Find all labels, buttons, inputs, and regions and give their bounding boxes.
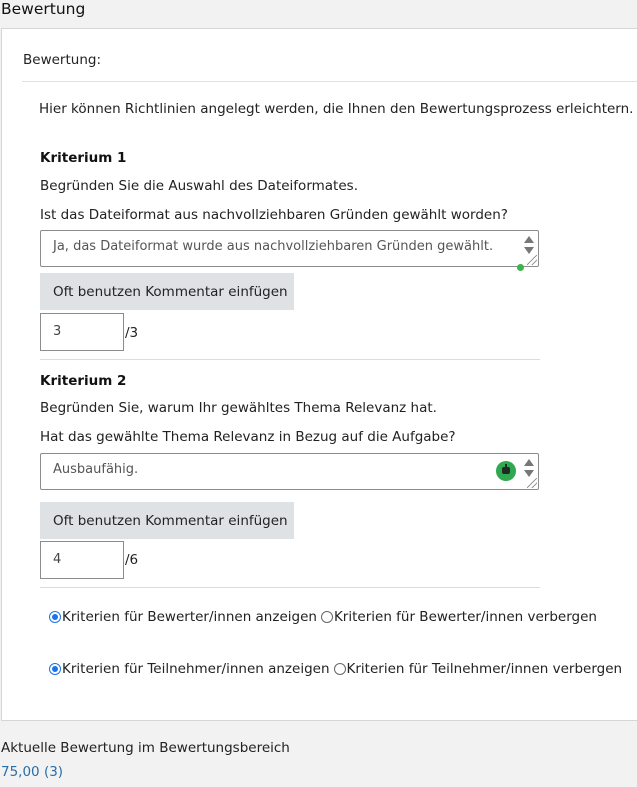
insert-frequent-comment-button[interactable]: Oft benutzen Kommentar einfügen [40, 502, 294, 539]
criterion-2 [40, 372, 540, 568]
status-dot-icon [517, 264, 524, 271]
comment-textarea[interactable] [40, 453, 539, 490]
current-grade-link[interactable]: 75,00 (3) [1, 764, 64, 780]
comment-textarea[interactable] [40, 230, 539, 267]
criterion-description: Begründen Sie, warum Ihr gewähltes Thema Relevanz hat. [40, 400, 437, 416]
participant-hide-label[interactable]: Kriterien für Teilnehmer/innen verbergen [346, 661, 623, 677]
participant-hide-radio[interactable] [334, 663, 346, 675]
grader-show-label[interactable]: Kriterien für Bewerter/innen anzeigen [62, 609, 317, 625]
assistant-bot-icon[interactable] [496, 461, 516, 481]
grader-hide-radio[interactable] [321, 611, 333, 623]
criterion-title: Kriterium 1 [40, 150, 127, 166]
criterion-divider [40, 359, 540, 360]
criterion-question: Ist das Dateiformat aus nachvollziehbaren Gründen gewählt worden? [40, 207, 508, 223]
current-grade-label: Aktuelle Bewertung im Bewertungsbereich [1, 740, 290, 756]
intro-text: Hier können Richtlinien angelegt werden, die Ihnen den Bewertungsprozess erleichtern. [39, 101, 634, 117]
max-score: /6 [125, 552, 139, 568]
participant-visibility-group [49, 661, 622, 677]
comment-text: Ausbaufähig. [53, 462, 139, 477]
criterion-title: Kriterium 2 [40, 373, 127, 389]
grader-hide-label[interactable]: Kriterien für Bewerter/innen verbergen [333, 609, 597, 625]
grading-panel [1, 28, 637, 721]
comment-text: Ja, das Dateiformat wurde aus nachvollziehbaren Gründen gewählt. [53, 239, 494, 254]
grader-visibility-group [49, 609, 597, 625]
resize-handle-icon[interactable] [527, 478, 537, 488]
insert-frequent-comment-button[interactable]: Oft benutzen Kommentar einfügen [40, 273, 294, 310]
section-label: Bewertung: [23, 52, 101, 68]
section-divider [22, 81, 637, 82]
participant-show-radio[interactable] [49, 663, 61, 675]
participant-show-label[interactable]: Kriterien für Teilnehmer/innen anzeigen [62, 661, 330, 677]
score-input[interactable]: 4 [40, 541, 124, 579]
max-score: /3 [125, 325, 139, 341]
resize-handle-icon[interactable] [527, 255, 537, 265]
criterion-1 [40, 149, 540, 341]
page-title: Bewertung [1, 0, 86, 18]
grader-show-radio[interactable] [49, 611, 61, 623]
score-input[interactable]: 3 [40, 313, 124, 351]
criterion-question: Hat das gewählte Thema Relevanz in Bezug auf die Aufgabe? [40, 429, 456, 445]
criterion-description: Begründen Sie die Auswahl des Dateiformates. [40, 178, 358, 194]
criterion-divider [40, 587, 540, 588]
